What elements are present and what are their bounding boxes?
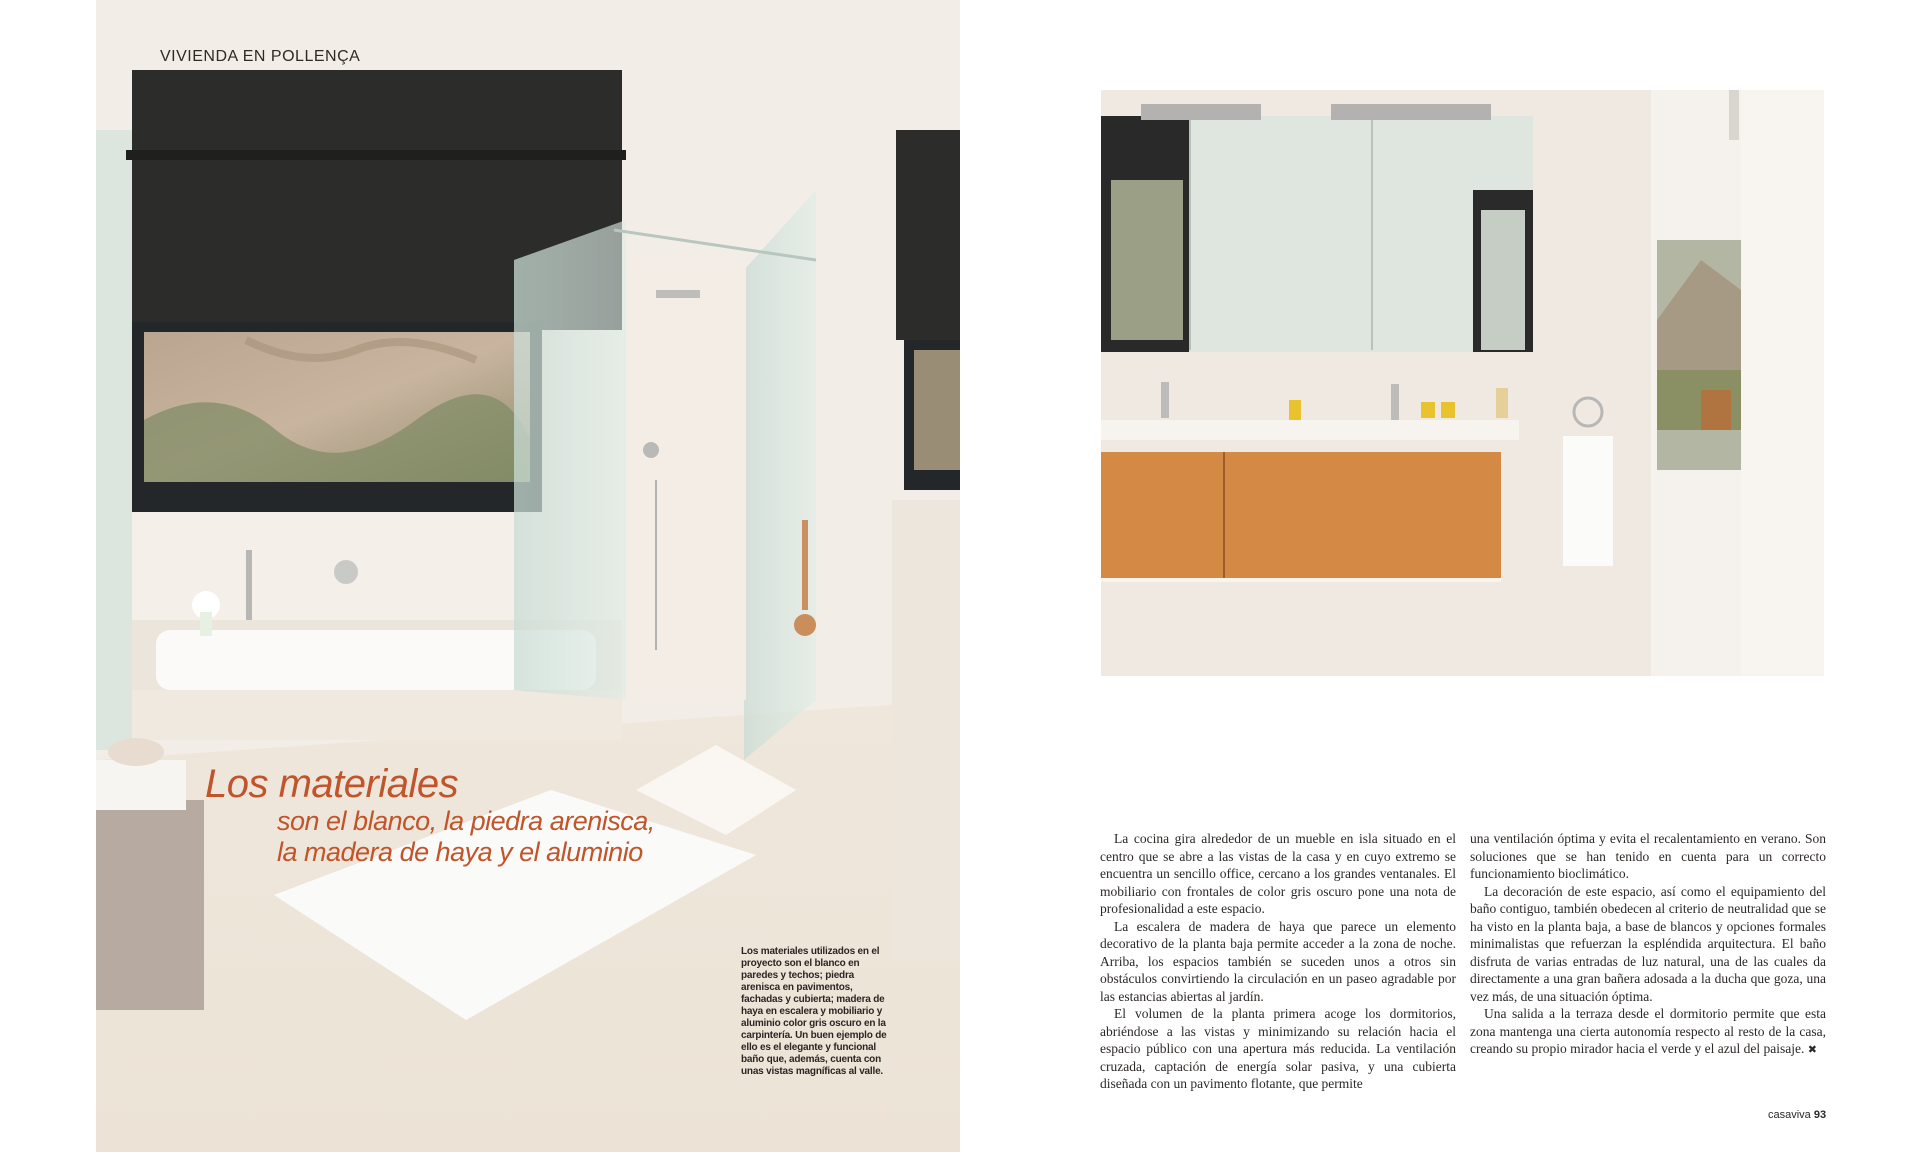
pull-quote-line-2: son el blanco, la piedra arenisca, — [277, 806, 655, 836]
pull-quote-line-3: la madera de haya y el aluminio — [277, 837, 643, 867]
vanity-illustration — [1101, 90, 1824, 676]
body-paragraph: La escalera de madera de haya que parece un elemento decorativo de la planta baja permite acceder a la zona de noche. Arriba, los espacios también se suceden unos a otros sin obstáculos convirtiendo la circulación en un paseo agradable por las estancias abiertas al jardín. — [1100, 918, 1456, 1004]
folio — [1768, 1109, 1826, 1121]
body-column-1 — [1100, 830, 1456, 1093]
body-paragraph: La decoración de este espacio, así como el equipamiento del baño contiguo, también obedecen al criterio de neutralidad que se ha visto en la planta baja, a base de blancos y opciones formales minimalistas que refuerzan la espléndida arquitectura. El baño disfruta de varias entradas de luz natural, una de las cuales da directamente a una gran bañera adosada a la ducha que goza, una vez más, de una situación óptima. — [1470, 883, 1826, 1004]
bathroom-photo-right — [1101, 90, 1824, 676]
body-paragraph: El volumen de la planta primera acoge los dormitorios, abriéndose a las vistas y minimizando su relación hacia el espacio público con una apertura más reducida. La ventilación cruzada, captación de energía solar pasiva, y una cubierta diseñada con un pavimento flotante, que permite — [1100, 1006, 1456, 1091]
body-column-2 — [1470, 830, 1826, 1059]
photo-caption: Los materiales utilizados en el proyecto son el blanco en paredes y techos; piedra arenisca en pavimentos, fachadas y cubierta; madera de haya en escalera y mobiliario y aluminio color gris oscuro en la carpintería. Un buen ejemplo de ello es el elegante y funcional baño que, además, cuenta con unas vistas magníficas al valle. — [741, 946, 887, 1077]
magazine-name: casaviva — [1768, 1109, 1811, 1121]
page-number: 93 — [1813, 1109, 1827, 1121]
end-mark-icon: ✖ — [1807, 1043, 1817, 1056]
section-label: VIVIENDA EN POLLENÇA — [160, 48, 361, 65]
body-paragraph-text: Una salida a la terraza desde el dormitorio permite que esta zona mantenga una cierta autonomía respecto al resto de la casa, creando su propio mirador hacia el verde y el azul del paisaje. — [1470, 1006, 1826, 1056]
body-paragraph-continued: una ventilación óptima y evita el recalentamiento en verano. Son soluciones que se han tenido en cuenta para un correcto funcionamiento bioclimático. — [1470, 831, 1826, 881]
body-paragraph: La cocina gira alrededor de un mueble en isla situado en el centro que se abre a las vistas de la casa y en cuyo extremo se encuentra un sencillo office, cercano a los grandes ventanales. El mobiliario con frontales de color gris oscuro pone una nota de profesionalidad a este espacio. — [1100, 831, 1456, 916]
pull-quote-line-1: Los materiales — [205, 762, 459, 806]
pull-quote — [205, 762, 725, 868]
body-paragraph — [1470, 1005, 1826, 1059]
